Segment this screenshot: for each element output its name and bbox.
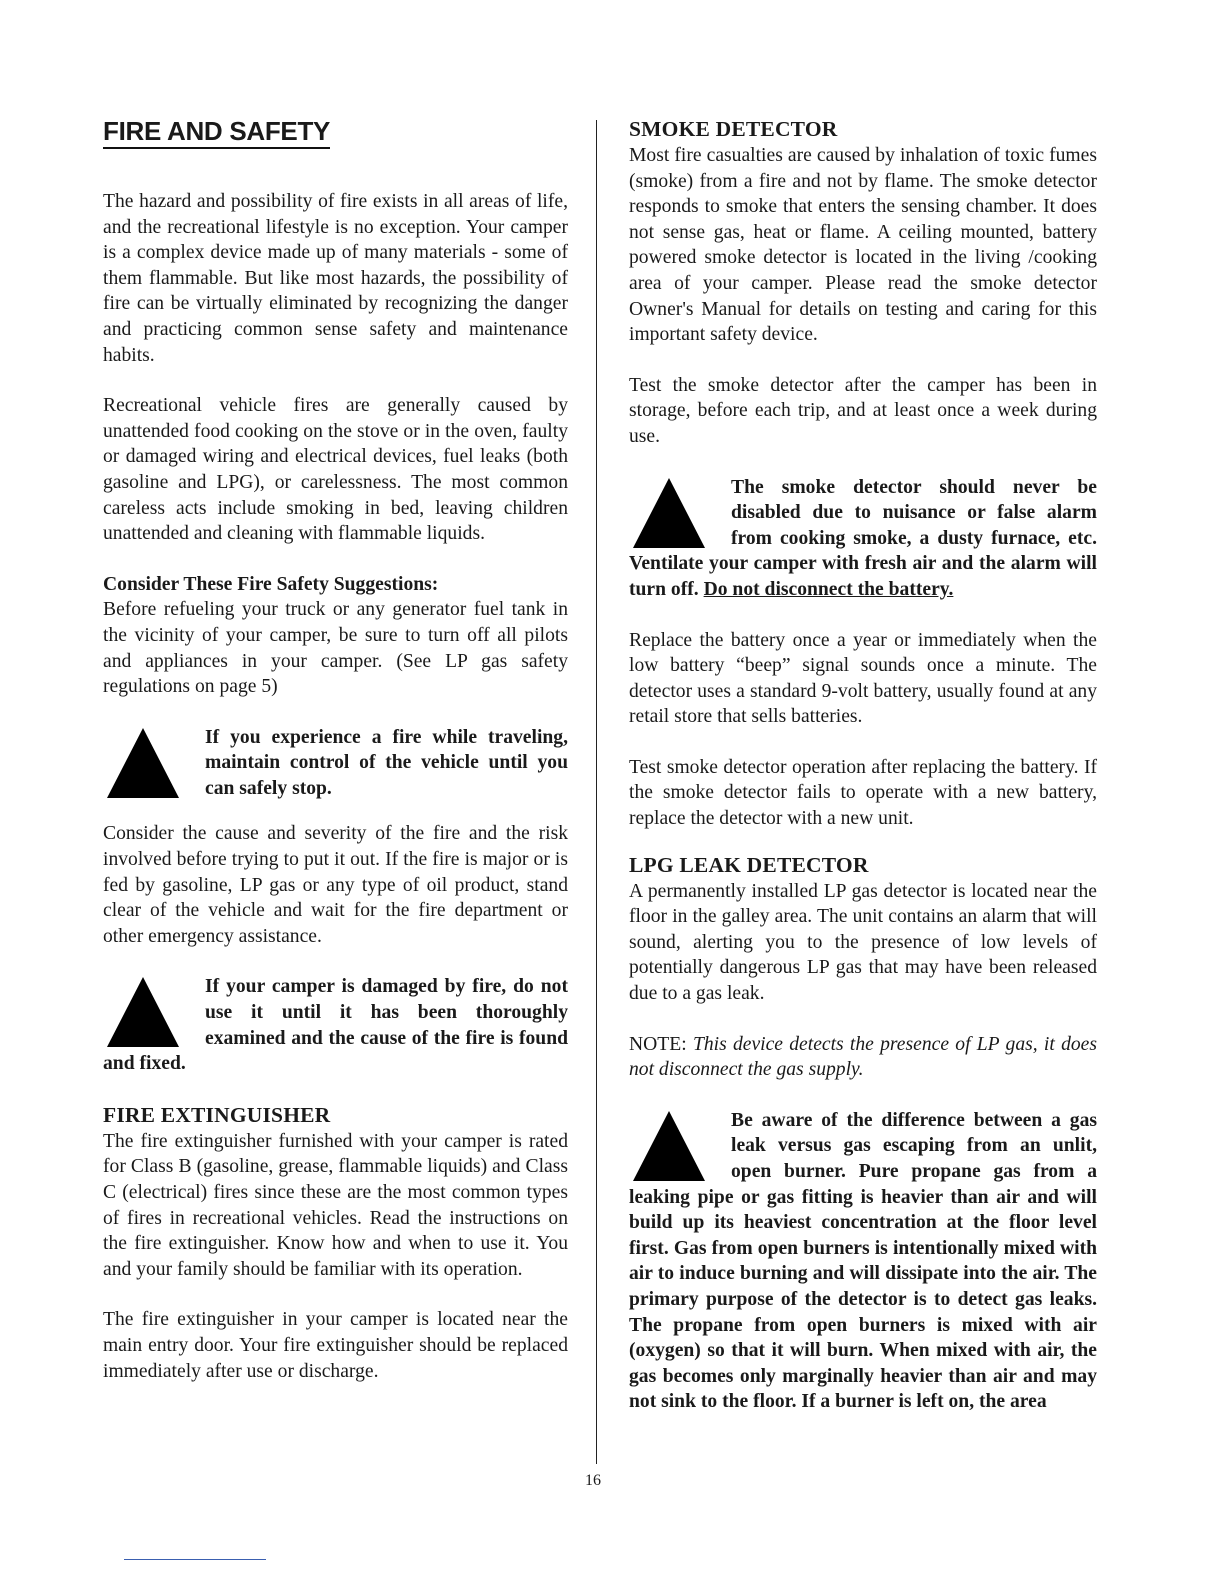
test-paragraph: Test smoke detector operation after replacing the battery. If the smoke detector fails to operate with a new battery, replace the detector with a new unit. [629, 756, 1097, 830]
warning-travel-fire-text: If you experience a fire while traveling, maintain control of the vehicle until you can safely stop. [205, 726, 568, 799]
smoke-detector-heading: SMOKE DETECTOR [629, 117, 838, 141]
note-label: NOTE: [629, 1033, 687, 1055]
warning-triangle-icon [633, 1111, 705, 1181]
page-number: 16 [585, 1472, 601, 1489]
warning-triangle-icon [107, 728, 179, 798]
lpg-paragraph: A permanently installed LP gas detector is located near the floor in the galley area. The unit contains an alarm that will sound, alerting you to the presence of low levels of potentially dangerous LP gas that may have been released due to a gas leak. [629, 880, 1097, 1005]
column-divider [596, 120, 597, 1464]
page-title: FIRE AND SAFETY [103, 116, 330, 149]
warning-damaged-camper [103, 974, 568, 1076]
lpg-detector-heading: LPG LEAK DETECTOR [629, 852, 869, 877]
battery-paragraph: Replace the battery once a year or immediately when the low battery “beep” signal sounds once a minute. The detector uses a standard 9-volt battery, usually found at any retail store that sells batteries. [629, 629, 1097, 728]
left-column [103, 116, 568, 1384]
warning-triangle-icon [107, 977, 179, 1047]
fire-extinguisher-heading: FIRE EXTINGUISHER [103, 1102, 331, 1127]
intro-paragraph-2: Recreational vehicle fires are generally caused by unattended food cooking on the stove or in the oven, faulty or damaged wiring and electrical devices, fuel leaks (both gasoline and LPG), or carelessness. The most common careless acts include smoking in bed, leaving children unattended and cleaning with flammable liquids. [103, 395, 568, 545]
warning-smoke-detector-text: The smoke detector should never be disabled due to nuisance or false alarm from cooking smoke, a dusty furnace, etc. Ventilate your camper with fresh air and the alarm will turn off. [629, 476, 1097, 600]
warning-travel-fire [103, 725, 568, 802]
note-paragraph [629, 1032, 1097, 1083]
suggestions-heading: Consider These Fire Safety Suggestions: [103, 573, 439, 595]
smoke-paragraph-2: Test the smoke detector after the camper has been in storage, before each trip, and at least once a week during use. [629, 374, 1097, 447]
warning-triangle-icon [633, 478, 705, 548]
suggestions-text: Before refueling your truck or any generator fuel tank in the vicinity of your camper, be sure to turn off all pilots and appliances in your camper. (See LP gas safety regulations on page 5) [103, 599, 568, 698]
footer-rule [124, 1559, 266, 1560]
intro-paragraph-1: The hazard and possibility of fire exists in all areas of life, and the recreational lifestyle is no exception. Your camper is a complex device made up of many materials - some of them flammable. But like most hazards, the possibility of fire can be virtually eliminated by recognizing the danger and practicing common sense safety and maintenance habits. [103, 191, 568, 366]
warning-gas-leak [629, 1108, 1097, 1415]
fire-cause-paragraph: Consider the cause and severity of the fire and the risk involved before trying to put it out. If the fire is major or is fed by gasoline, LP gas or any type of oil product, stand clear of the vehicle and wait for the fire department or other emergency assistance. [103, 823, 568, 947]
smoke-paragraph-1: Most fire casualties are caused by inhalation of toxic fumes (smoke) from a fire and not by flame. The smoke detector responds to smoke that enters the sensing chamber. It does not sense gas, heat or flame. A ceiling mounted, battery powered smoke detector is located in the living /cooking area of your camper. Please read the smoke detector Owner's Manual for details on testing and caring for this important safety device. [629, 145, 1097, 346]
extinguisher-paragraph-1: The fire extinguisher furnished with your camper is rated for Class B (gasoline, grease, flammable liquids) and Class C (electrical) fires since these are the most common types of fires in recreational vehicles. Read the instructions on the fire extinguisher. Know how and when to use it. You and your family should be familiar with its operation. [103, 1130, 568, 1280]
extinguisher-paragraph-2: The fire extinguisher in your camper is located near the main entry door. Your fire extinguisher should be replaced immediately after use or discharge. [103, 1309, 568, 1382]
warning-damaged-camper-text: If your camper is damaged by fire, do not use it until it has been thoroughly examined and the cause of the fire is found and fixed. [103, 976, 568, 1075]
right-column [629, 116, 1097, 1415]
note-text: This device detects the presence of LP gas, it does not disconnect the gas supply. [629, 1033, 1097, 1081]
warning-smoke-detector [629, 475, 1097, 603]
warning-disconnect-battery: Do not disconnect the battery. [703, 578, 954, 600]
warning-gas-leak-text: Be aware of the difference between a gas leak versus gas escaping from an unlit, open burner. Pure propane gas from a leaking pipe or gas fitting is heavier than air and will build up its heaviest concentration at the floor level first. Gas from open burners is intentionally mixed with air to induce burning and will dissipate into the air. The primary purpose of the detector is to detect gas leaks. The propane from open burners is mixed with air (oxygen) so that it will burn. When mixed with air, the gas becomes only marginally heavier than air and may not sink to the floor. If a burner is left on, the area [629, 1109, 1097, 1413]
